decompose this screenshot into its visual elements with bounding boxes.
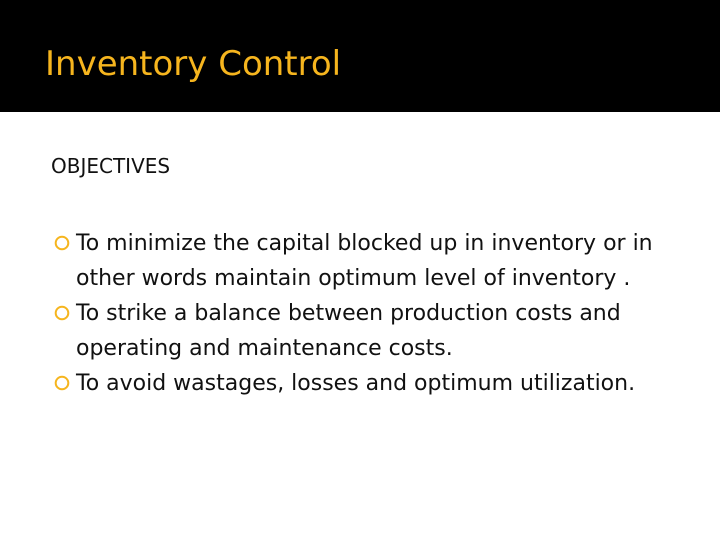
- title-bar: [0, 0, 720, 112]
- objective-text: To avoid wastages, losses and optimum utilization.: [76, 371, 636, 396]
- open-circle-bullet-icon: [54, 235, 70, 251]
- open-circle-bullet-icon: [54, 375, 70, 391]
- objective-item: [51, 366, 706, 401]
- objective-item: [51, 296, 706, 366]
- slide-title: Inventory Control: [45, 44, 342, 84]
- objective-item: [51, 226, 706, 296]
- section-heading: OBJECTIVES: [51, 154, 171, 178]
- objective-text: To minimize the capital blocked up in inventory or in other words maintain optimum level of inventory .: [76, 231, 653, 291]
- objective-text: To strike a balance between production costs and operating and maintenance costs.: [76, 301, 621, 361]
- open-circle-bullet-icon: [54, 305, 70, 321]
- objectives-list: [51, 226, 706, 401]
